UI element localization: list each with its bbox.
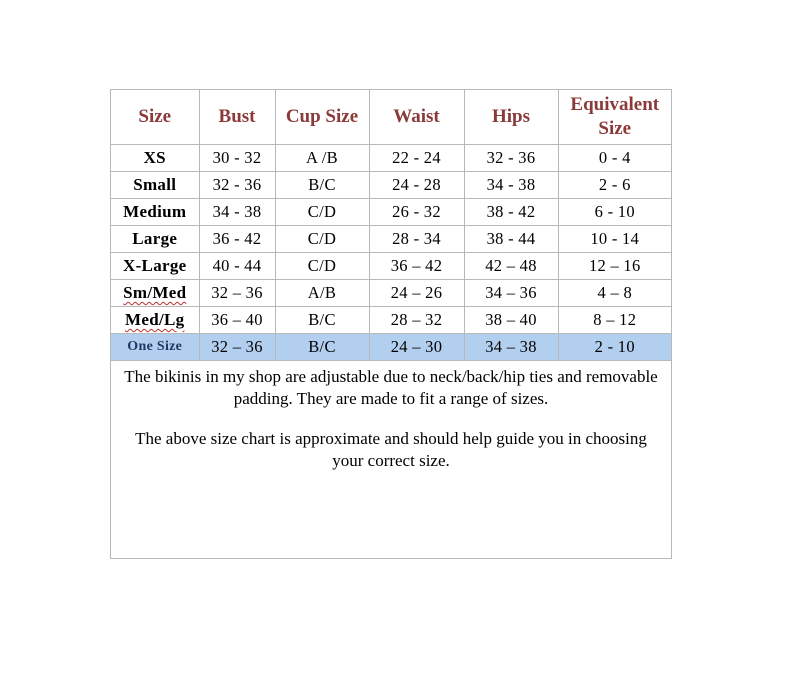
hips-cell: 38 - 42 bbox=[464, 199, 558, 226]
cup-cell: C/D bbox=[275, 253, 369, 280]
bust-cell: 32 – 36 bbox=[199, 334, 275, 361]
bust-cell: 30 - 32 bbox=[199, 145, 275, 172]
header-bust: Bust bbox=[199, 90, 275, 145]
waist-cell: 24 – 26 bbox=[369, 280, 464, 307]
size-cell bbox=[111, 280, 199, 307]
equivalent-cell: 2 - 10 bbox=[558, 334, 671, 361]
cup-cell: C/D bbox=[275, 199, 369, 226]
equivalent-cell: 2 - 6 bbox=[558, 172, 671, 199]
waist-cell: 24 - 28 bbox=[369, 172, 464, 199]
size-cell: Medium bbox=[111, 199, 199, 226]
header-hips: Hips bbox=[464, 90, 558, 145]
header-cup-size: Cup Size bbox=[275, 90, 369, 145]
equivalent-cell: 0 - 4 bbox=[558, 145, 671, 172]
cup-cell: B/C bbox=[275, 334, 369, 361]
size-cell: XS bbox=[111, 145, 199, 172]
table-row bbox=[111, 307, 671, 334]
equivalent-cell: 8 – 12 bbox=[558, 307, 671, 334]
table-row bbox=[111, 172, 671, 199]
cup-cell: A/B bbox=[275, 280, 369, 307]
size-chart bbox=[110, 89, 672, 559]
waist-cell: 28 - 34 bbox=[369, 226, 464, 253]
hips-cell: 34 – 38 bbox=[464, 334, 558, 361]
equivalent-cell: 6 - 10 bbox=[558, 199, 671, 226]
equivalent-cell: 12 – 16 bbox=[558, 253, 671, 280]
notes-section bbox=[111, 366, 671, 490]
bust-cell: 34 - 38 bbox=[199, 199, 275, 226]
size-table bbox=[111, 90, 671, 361]
notes-paragraph-adjustable: The bikinis in my shop are adjustable due to neck/back/hip ties and removable padding. They are made to fit a range of sizes. bbox=[124, 367, 658, 408]
table-row bbox=[111, 280, 671, 307]
waist-cell: 28 – 32 bbox=[369, 307, 464, 334]
waist-cell: 22 - 24 bbox=[369, 145, 464, 172]
size-cell: X-Large bbox=[111, 253, 199, 280]
table-row bbox=[111, 199, 671, 226]
hips-cell: 32 - 36 bbox=[464, 145, 558, 172]
waist-cell: 26 - 32 bbox=[369, 199, 464, 226]
size-cell: Small bbox=[111, 172, 199, 199]
waist-cell: 36 – 42 bbox=[369, 253, 464, 280]
size-cell: One Size bbox=[111, 334, 199, 361]
bust-cell: 32 – 36 bbox=[199, 280, 275, 307]
hips-cell: 38 – 40 bbox=[464, 307, 558, 334]
bust-cell: 36 - 42 bbox=[199, 226, 275, 253]
bust-cell: 40 - 44 bbox=[199, 253, 275, 280]
header-row bbox=[111, 90, 671, 145]
table-row bbox=[111, 226, 671, 253]
size-cell: Large bbox=[111, 226, 199, 253]
table-row bbox=[111, 253, 671, 280]
table-row bbox=[111, 145, 671, 172]
cup-cell: A /B bbox=[275, 145, 369, 172]
cup-cell: C/D bbox=[275, 226, 369, 253]
hips-cell: 42 – 48 bbox=[464, 253, 558, 280]
hips-cell: 38 - 44 bbox=[464, 226, 558, 253]
table-row-highlighted bbox=[111, 334, 671, 361]
header-equivalent-size: Equivalent Size bbox=[558, 90, 671, 145]
bust-cell: 36 – 40 bbox=[199, 307, 275, 334]
equivalent-cell: 10 - 14 bbox=[558, 226, 671, 253]
hips-cell: 34 – 36 bbox=[464, 280, 558, 307]
equivalent-cell: 4 – 8 bbox=[558, 280, 671, 307]
header-waist: Waist bbox=[369, 90, 464, 145]
size-label: Med/Lg bbox=[125, 310, 185, 329]
header-size: Size bbox=[111, 90, 199, 145]
hips-cell: 34 - 38 bbox=[464, 172, 558, 199]
size-cell bbox=[111, 307, 199, 334]
waist-cell: 24 – 30 bbox=[369, 334, 464, 361]
bust-cell: 32 - 36 bbox=[199, 172, 275, 199]
size-label: Sm/Med bbox=[123, 283, 187, 302]
cup-cell: B/C bbox=[275, 172, 369, 199]
notes-paragraph-approximate: The above size chart is approximate and should help guide you in choosing your correct size. bbox=[135, 429, 647, 470]
cup-cell: B/C bbox=[275, 307, 369, 334]
